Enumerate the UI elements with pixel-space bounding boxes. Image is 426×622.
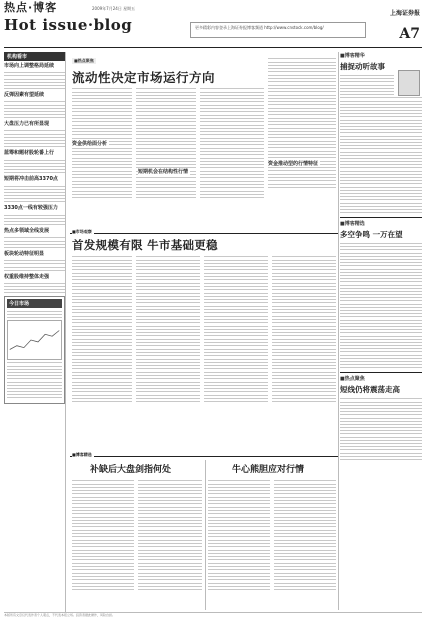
text-lines (4, 260, 65, 271)
text-lines (7, 362, 62, 398)
article-column (274, 478, 336, 610)
text-lines (340, 398, 422, 460)
article-column (72, 254, 132, 452)
text-lines (4, 101, 65, 118)
right-section-label: ■热点聚焦 (340, 376, 365, 383)
section-label: ■热点聚焦 (74, 58, 94, 63)
sidebar-item-title: 权重股维持整体走强 (4, 273, 50, 280)
text-lines (204, 256, 268, 402)
article-column (136, 86, 196, 234)
article-column (204, 254, 268, 452)
article-column (136, 254, 200, 452)
sidebar-item (4, 251, 65, 271)
masthead-date: 2009年7月24日 星期五 (92, 6, 136, 11)
section-divider (70, 233, 338, 234)
market-box-title: 今日市场 (7, 299, 62, 308)
right-section-label: ■博客精华 (340, 53, 365, 59)
blog-article-title: 牛心熊胆应对行情 (232, 465, 305, 475)
text-lines (4, 186, 65, 203)
masthead-ad: 更多精彩内容登录上海证券报博客频道 http://www.cnstock.com/blog/ (190, 22, 366, 38)
page-footer: 本版所有文章仅代表作者个人观点，不代表本报立场。投资者据此操作，风险自担。 (4, 612, 422, 618)
column-divider (205, 460, 206, 610)
text-lines (4, 283, 65, 294)
section-label: ■博客精选 (72, 452, 92, 457)
sidebar-item-title: 热点多领域全线发展 (4, 228, 50, 235)
text-lines (136, 88, 196, 198)
text-lines (72, 480, 134, 590)
text-lines (4, 130, 65, 147)
sidebar-item-title: 蓝筹和题材股轮番上行 (4, 150, 55, 157)
sidebar-item-title: 短期将冲击前高3370点 (4, 176, 58, 183)
article-column (200, 86, 264, 234)
right-column (340, 52, 422, 612)
column-divider (338, 52, 339, 610)
sidebar-item (4, 176, 65, 202)
text-lines (272, 256, 336, 402)
sidebar-item (4, 121, 65, 147)
text-lines (4, 72, 65, 89)
page-number: A7 (399, 26, 420, 42)
article-column (268, 56, 336, 234)
sidebar-item-title: 板块轮动特征明显 (4, 250, 45, 257)
sidebar-item-title: 市场向上调整格局延续 (4, 63, 55, 69)
text-lines (340, 243, 422, 368)
sidebar-item (4, 205, 65, 225)
right-section-label: ■博客精选 (340, 221, 365, 228)
right-article-title: 短线仍将震荡走高 (340, 385, 400, 395)
sidebar-item-title: 3330点一线有较强压力 (4, 205, 58, 212)
text-lines (274, 480, 336, 590)
blog-article-title: 补缺后大盘剑指何处 (90, 465, 172, 475)
article-column (272, 254, 336, 452)
text-lines (200, 88, 264, 198)
author-photo (398, 70, 420, 96)
mini-chart-graphic (8, 321, 61, 359)
article-subhead: 资金推动型的行情特征 (268, 161, 319, 167)
sidebar-header: 机构看市 (4, 52, 65, 61)
article-subhead: 短期机会在结构性行情 (138, 169, 189, 175)
article-column (72, 86, 132, 234)
market-box (4, 296, 65, 403)
right-section (340, 372, 422, 460)
masthead-logo: Hot issue·blog (4, 16, 133, 34)
sidebar-market-commentary (4, 52, 66, 612)
sidebar-item (4, 63, 65, 89)
sidebar-item (4, 274, 65, 294)
right-article-title: 多空争鸣 一万在望 (340, 230, 403, 240)
article-column (138, 478, 202, 610)
sidebar-item-title: 反弹因素有望延续 (4, 92, 45, 99)
section-label: ■市场观察 (72, 229, 92, 234)
section2-title: 首发规模有限 牛市基础更稳 (72, 238, 218, 252)
masthead (4, 1, 422, 48)
article-column (208, 478, 270, 610)
masthead-section (4, 1, 58, 14)
sidebar-item (4, 228, 65, 248)
text-lines (4, 160, 65, 174)
right-section (340, 217, 422, 368)
article-subhead: 资金供给面分析 (72, 141, 108, 147)
text-lines (340, 97, 422, 213)
mini-chart (7, 320, 62, 360)
right-article-title: 捕捉动听故事 (340, 62, 385, 71)
text-lines (138, 480, 202, 590)
publisher-name: 上海证券报 (389, 10, 420, 17)
section-title-cn: 热点·博客 (4, 1, 58, 14)
sidebar-item-title: 大盘压力已有所显现 (4, 121, 50, 128)
text-lines (208, 480, 270, 590)
text-lines (340, 75, 394, 95)
text-lines (7, 311, 62, 318)
sidebar-item (4, 92, 65, 118)
main-article-title: 流动性决定市场运行方向 (72, 70, 216, 85)
sidebar-item (4, 150, 65, 173)
text-lines (136, 256, 200, 402)
text-lines (4, 215, 65, 226)
text-lines (72, 256, 132, 402)
text-lines (4, 237, 65, 248)
text-lines (268, 58, 336, 188)
article-column (72, 478, 134, 610)
section-divider (70, 456, 338, 457)
